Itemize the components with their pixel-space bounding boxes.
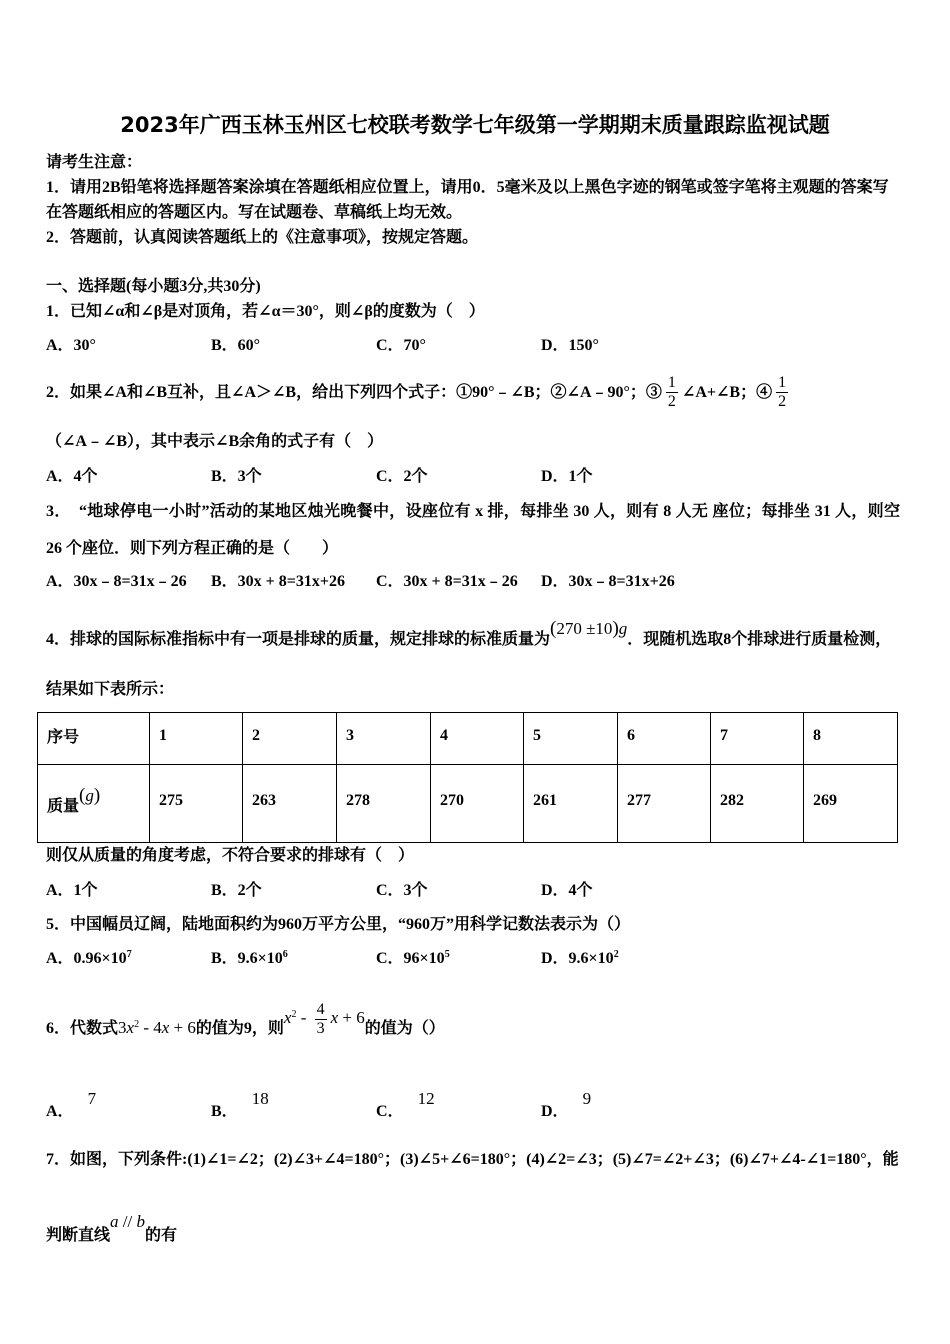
option-c <box>376 946 541 971</box>
option-b <box>211 1079 376 1132</box>
fraction-numerator: 1 <box>667 374 676 392</box>
parallel-lines-expression <box>110 1212 145 1231</box>
fraction-denominator: 2 <box>667 393 676 411</box>
question-7-tail: 的有 <box>144 1227 177 1244</box>
table-cell-mass: 282 <box>711 764 804 842</box>
option-d <box>541 946 706 971</box>
question-7-stem <box>46 1129 900 1267</box>
table-cell-number: 1 <box>150 712 243 764</box>
question-5-options <box>46 946 900 971</box>
table-cell-mass: 277 <box>618 764 711 842</box>
fraction-denominator: 2 <box>778 393 787 411</box>
expr2-minus: - <box>296 1008 311 1027</box>
option-d: D．30x﹣8=31x+26 <box>541 573 675 590</box>
question-6-stem <box>46 990 900 1057</box>
option-b: B．60° <box>211 337 261 354</box>
table-mass-unit <box>79 786 100 805</box>
table-cell-number: 7 <box>711 712 804 764</box>
question-4-text-a: 4．排球的国际标准指标中有一项是排球的质量，规定排球的标准质量为 <box>46 630 551 648</box>
exam-title: 2023年广西玉林玉州区七校联考数学七年级第一学期期末质量跟踪监视试题 <box>120 113 830 137</box>
fraction-denominator: 3 <box>316 1019 325 1037</box>
table-header-label: 序号 <box>38 712 150 764</box>
option-text: B．9.6×10 <box>211 949 283 967</box>
expr2-tail: + 6 <box>338 1008 365 1027</box>
option-label: C． <box>376 1103 404 1120</box>
table-cell-mass: 275 <box>150 764 243 842</box>
fraction-half-1 <box>666 374 678 411</box>
expr1-tail: + 6 <box>169 1018 196 1037</box>
unit-gram: g <box>618 618 628 638</box>
option-label: B． <box>211 1103 238 1120</box>
table-cell-mass: 278 <box>337 764 431 842</box>
option-a: A．30° <box>46 337 96 354</box>
option-exponent: 5 <box>444 948 450 960</box>
expr1-mid: - 4 <box>139 1018 162 1037</box>
option-b: B．30x + 8=31x+26 <box>211 573 346 590</box>
option-text: C．96×10 <box>376 949 445 967</box>
parallel-symbol: // <box>122 1212 133 1231</box>
table-mass-label: 质量 <box>47 798 80 815</box>
question-4-stem <box>46 604 900 715</box>
notice-item-1: 1．请用2B铅笔将选择题答案涂填在答题纸相应位置上，请用0．5毫米及以上黑色字迹的钢笔或签字笔将主观题的答案写在答题纸相应的答题区内。写在试题卷、草稿纸上均无效。 <box>46 179 889 221</box>
option-exponent: 7 <box>126 948 132 960</box>
table-cell-number: 2 <box>243 712 337 764</box>
option-value: 12 <box>417 1089 435 1108</box>
expression-1 <box>118 1018 196 1037</box>
standard-mass-value: 270 ±10 <box>556 618 613 638</box>
question-5-stem: 5．中国幅员辽阔，陆地面积约为960万平方公里，“960万”用科学记数法表示为（） <box>46 915 631 933</box>
table-row-mass <box>38 764 898 842</box>
expr1-var2: x <box>161 1018 170 1037</box>
option-c: C．2个 <box>376 468 428 485</box>
table-row-number <box>38 712 898 764</box>
option-label: D． <box>541 1103 569 1120</box>
option-c: C．3个 <box>376 881 428 899</box>
question-2-text-c: （∠A﹣∠B），其中表示∠B余角的式子有（ ） <box>46 433 384 450</box>
table-cell-number: 5 <box>524 712 618 764</box>
question-7-text: 7．如图，下列条件:(1)∠1=∠2；(2)∠3+∠4=180°；(3)∠5+∠6=180°；(4)∠2=∠3；(5)∠7=∠2+∠3；(6)∠7+∠4-∠1=180°，能判断直线 <box>46 1151 899 1244</box>
question-6-text-b: 的值为9，则 <box>195 1020 284 1037</box>
question-6-text-a: 6．代数式 <box>46 1020 119 1037</box>
table-cell-mass: 270 <box>431 764 524 842</box>
option-d: D．150° <box>541 337 599 354</box>
table-cell-number: 4 <box>431 712 524 764</box>
table-mass-label-cell <box>38 764 150 842</box>
option-value: 7 <box>87 1089 97 1108</box>
option-a <box>46 1079 211 1132</box>
question-1-options <box>46 333 900 358</box>
option-c: C．70° <box>376 337 426 354</box>
paren-close: ) <box>612 617 619 639</box>
option-c: C．30x + 8=31x﹣26 <box>376 573 518 590</box>
option-c <box>376 1079 541 1132</box>
option-text: D．9.6×10 <box>541 949 614 967</box>
expr2-exp: 2 <box>291 1009 297 1020</box>
question-2-stem <box>46 369 900 417</box>
expr1-coef: 3 <box>118 1018 127 1037</box>
section-heading: 一、选择题(每小题3分,共30分) <box>46 278 261 295</box>
question-4-options <box>46 878 900 903</box>
option-text: A．0.96×10 <box>46 949 127 967</box>
standard-mass-expression <box>550 619 627 638</box>
question-1-stem: 1．已知∠α和∠β是对顶角，若∠α＝30°，则∠β的度数为（ ） <box>46 303 485 320</box>
question-2-options <box>46 464 900 489</box>
table-cell-number: 8 <box>804 712 898 764</box>
line-b: b <box>136 1212 145 1231</box>
table-cell-mass: 269 <box>804 764 898 842</box>
question-6-text-c: 的值为（） <box>364 1020 445 1037</box>
table-cell-number: 3 <box>337 712 431 764</box>
option-d: D．1个 <box>541 468 593 485</box>
notice-heading: 请考生注意： <box>46 154 143 171</box>
line-a: a <box>110 1212 119 1231</box>
expr2-var: x <box>283 1008 292 1027</box>
table-cell-mass: 263 <box>243 764 337 842</box>
option-a: A．1个 <box>46 881 98 899</box>
unit-gram: g <box>85 786 94 805</box>
question-6-options <box>46 1079 900 1132</box>
question-4-followup: 则仅从质量的角度考虑，不符合要求的排球有（ ） <box>46 846 415 864</box>
question-2-text-a: 2．如果∠A和∠B互补，且∠A＞∠B，给出下列四个式子：①90°﹣∠B；②∠A﹣90°；③ <box>46 383 662 401</box>
option-value: 18 <box>251 1089 269 1108</box>
option-exponent: 6 <box>282 948 288 960</box>
question-3-stem: 3． “地球停电一小时”活动的某地区烛光晚餐中，设座位有 x 排，每排坐 30 人，则有 8 人无 座位；每排坐 31 人，则空 26 个座位．则下列方程正确的是（ ） <box>46 503 900 557</box>
fraction-numerator: 1 <box>778 374 787 392</box>
expr1-var: x <box>126 1018 135 1037</box>
fraction-half-2 <box>776 374 788 411</box>
expr1-exp: 2 <box>134 1019 140 1030</box>
question-2-text-b: ∠A+∠B；④ <box>681 383 773 401</box>
option-b: B．2个 <box>211 881 262 899</box>
expression-2 <box>283 1000 365 1037</box>
option-d <box>541 1079 706 1132</box>
table-cell-mass: 261 <box>524 764 618 842</box>
paren-open: ( <box>79 785 86 806</box>
fraction-four-thirds <box>315 1001 327 1038</box>
option-b <box>211 946 376 971</box>
option-exponent: 2 <box>613 948 619 960</box>
fraction-numerator: 4 <box>316 1000 325 1018</box>
question-3-options <box>46 569 900 594</box>
option-value: 9 <box>582 1089 592 1108</box>
expr2-var2: x <box>330 1008 339 1027</box>
mass-table <box>37 712 898 843</box>
option-a: A．30x﹣8=31x﹣26 <box>46 573 187 590</box>
question-4-text-b: ．现随机选取8个排球进行质量检测，结果如下表所示： <box>46 630 892 698</box>
table-cell-number: 6 <box>618 712 711 764</box>
option-label: A． <box>46 1103 74 1120</box>
exam-content <box>0 150 900 1267</box>
option-a <box>46 946 211 971</box>
option-d: D．4个 <box>541 881 593 899</box>
paren-close: ) <box>93 785 101 806</box>
option-b: B．3个 <box>211 468 262 485</box>
notice-item-2: 2．答题前，认真阅读答题纸上的《注意事项》，按规定答题。 <box>46 229 479 246</box>
paren-open: ( <box>550 617 557 639</box>
option-a: A．4个 <box>46 468 98 485</box>
